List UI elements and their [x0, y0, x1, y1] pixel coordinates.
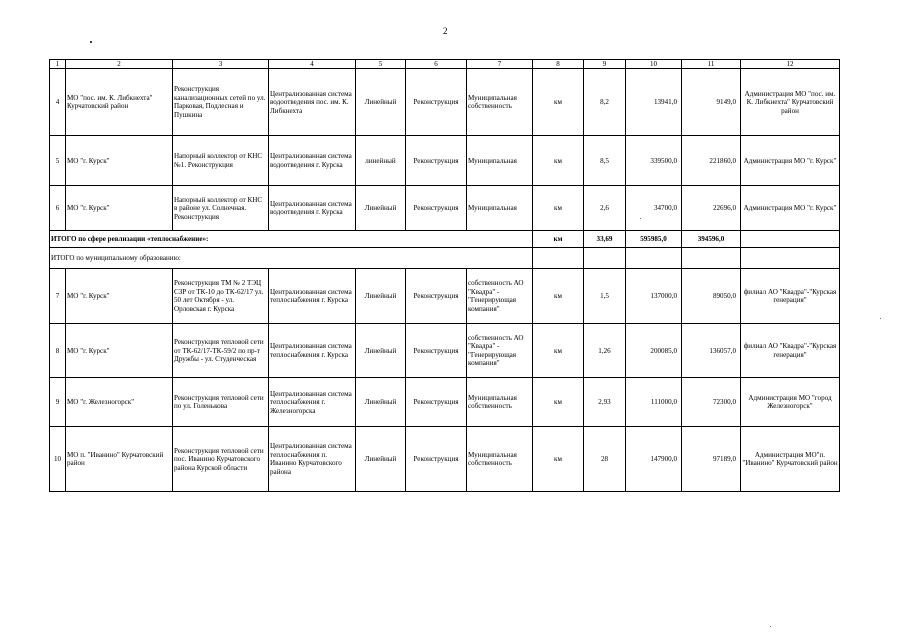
col-header: 5 — [356, 60, 406, 69]
subtotal-label: ИТОГО по муниципальному образованию: — [50, 248, 533, 269]
col-header: 4 — [269, 60, 356, 69]
ownership-cell: Муниципальная собственность — [467, 427, 533, 492]
unit-cell: км — [533, 378, 584, 427]
unit-cell: км — [533, 324, 584, 378]
row-number: 9 — [50, 378, 66, 427]
value-cell: 89050,0 — [682, 269, 741, 324]
value-cell: 147900,0 — [626, 427, 682, 492]
ownership-cell: Муниципальная собственность — [467, 378, 533, 427]
work-cell: Реконструкция — [406, 69, 467, 136]
empty-cell — [626, 248, 682, 269]
row-number: 4 — [50, 69, 66, 136]
value-cell: 221860,0 — [682, 136, 741, 186]
value-cell: 339500,0 — [626, 136, 682, 186]
col-header: 8 — [533, 60, 584, 69]
col-header: 10 — [626, 60, 682, 69]
system-cell: Централизованная система теплоснабжения г. Курска — [269, 324, 356, 378]
municipality-cell: МО "г. Железногорск" — [66, 378, 173, 427]
total-unit: км — [533, 231, 584, 248]
page-number: 2 — [443, 26, 448, 36]
col-header: 11 — [682, 60, 741, 69]
total-value: 394596,0 — [682, 231, 741, 248]
type-cell: Линейный — [356, 269, 406, 324]
scan-dot — [90, 41, 92, 43]
value-cell: 111000,0 — [626, 378, 682, 427]
work-cell: Реконструкция — [406, 269, 467, 324]
subtotal-row — [50, 248, 840, 269]
empty-cell — [584, 248, 626, 269]
value-cell: 97189,0 — [682, 427, 741, 492]
object-cell: Напорный коллектор от КНС в районе ул. Солнечная. Реконструкция — [173, 186, 269, 231]
col-header: 3 — [173, 60, 269, 69]
total-label: ИТОГО по сфере ревлизации «теплоснабжение»: — [50, 231, 533, 248]
value-cell: 13941,0 — [626, 69, 682, 136]
type-cell: Линейный — [356, 427, 406, 492]
total-length: 33,69 — [584, 231, 626, 248]
municipality-cell: МО "г. Курск" — [66, 186, 173, 231]
length-cell: 1,26 — [584, 324, 626, 378]
organization-cell: филиал АО "Квадра"-"Курская генерация" — [741, 324, 840, 378]
system-cell: Централизованная система теплоснабжения п. Иванино Курчатовского района — [269, 427, 356, 492]
row-number: 6 — [50, 186, 66, 231]
col-header: 12 — [741, 60, 840, 69]
type-cell: линейный — [356, 136, 406, 186]
unit-cell: км — [533, 69, 584, 136]
scan-speck — [880, 318, 881, 319]
system-cell: Централизованная система теплоснабжения г. Железногорска — [269, 378, 356, 427]
value-cell: 136057,0 — [682, 324, 741, 378]
system-cell: Централизованная система водоотведения г. Курска — [269, 136, 356, 186]
type-cell: Линейный — [356, 69, 406, 136]
object-cell: Реконструкция ТМ № 2 ТЭЦ СЗР от ТК-10 до ТК-62/17 ул. 50 лет Октября - ул. Орловская г. Курска — [173, 269, 269, 324]
ownership-cell: собственность АО "Квадра" - "Генерирующая компания" — [467, 269, 533, 324]
table-row — [50, 186, 840, 231]
column-number-row — [50, 60, 840, 69]
col-header: 6 — [406, 60, 467, 69]
system-cell: Централизованная система водоотведения г. Курска — [269, 186, 356, 231]
empty-cell — [533, 248, 584, 269]
table-row — [50, 324, 840, 378]
organization-cell: Администрация МО "город Железногорск" — [741, 378, 840, 427]
unit-cell: км — [533, 269, 584, 324]
unit-cell: км — [533, 186, 584, 231]
work-cell: Реконструкция — [406, 324, 467, 378]
length-cell: 2,6 — [584, 186, 626, 231]
work-cell: Реконструкция — [406, 186, 467, 231]
empty-cell — [741, 248, 840, 269]
work-cell: Реконструкция — [406, 378, 467, 427]
unit-cell: км — [533, 427, 584, 492]
col-header: 1 — [50, 60, 66, 69]
type-cell: Линейный — [356, 186, 406, 231]
length-cell: 2,93 — [584, 378, 626, 427]
organization-cell: Администрация МО"п. "Иванино" Курчатовский район — [741, 427, 840, 492]
system-cell: Централизованная система водоотведения пос. им. К. Либкнехта — [269, 69, 356, 136]
object-cell: Реконструкция тепловой сети от ТК-62/17-ТК-59/2 по пр-т Дружбы - ул. Студенческая — [173, 324, 269, 378]
type-cell: Линейный — [356, 378, 406, 427]
value-cell: 9149,0 — [682, 69, 741, 136]
total-value: 595985,0 — [626, 231, 682, 248]
ownership-cell: Муниципальная собственность — [467, 69, 533, 136]
organization-cell: Администрация МО "г. Курск" — [741, 186, 840, 231]
municipality-cell: МО "г. Курск" — [66, 269, 173, 324]
col-header: 2 — [66, 60, 173, 69]
value-cell: 72300,0 — [682, 378, 741, 427]
scan-speck — [770, 626, 771, 627]
value-cell: 22696,0 — [682, 186, 741, 231]
table-row — [50, 427, 840, 492]
organization-cell: филиал АО "Квадра"-"Курская генерация" — [741, 269, 840, 324]
municipality-cell: МО п. "Иванино" Курчатовский район — [66, 427, 173, 492]
organization-cell: Администрация МО "г. Курск" — [741, 136, 840, 186]
value-cell: 34700,0 — [626, 186, 682, 231]
length-cell: 28 — [584, 427, 626, 492]
row-number: 8 — [50, 324, 66, 378]
row-number: 10 — [50, 427, 66, 492]
col-header: 9 — [584, 60, 626, 69]
unit-cell: км — [533, 136, 584, 186]
organization-cell: Администрация МО "пос. им. К. Либкнехта" Курчатовский район — [741, 69, 840, 136]
value-cell: 137000,0 — [626, 269, 682, 324]
work-cell: Реконструкция — [406, 427, 467, 492]
table-row — [50, 69, 840, 136]
empty-cell — [741, 231, 840, 248]
system-cell: Централизованная система теплоснабжения г. Курска — [269, 269, 356, 324]
municipality-cell: МО "пос. им. К. Либкнехта" Курчатовский район — [66, 69, 173, 136]
table-row — [50, 269, 840, 324]
ownership-cell: Муниципальная — [467, 136, 533, 186]
table-row — [50, 136, 840, 186]
object-cell: Реконструкция тепловой сети по ул. Голенькова — [173, 378, 269, 427]
row-number: 7 — [50, 269, 66, 324]
ownership-cell: Муниципальная — [467, 186, 533, 231]
length-cell: 1,5 — [584, 269, 626, 324]
object-cell: Реконструкция тепловой сети пос. Иванино Курчатовского района Курской области — [173, 427, 269, 492]
municipality-cell: МО "г. Курск" — [66, 136, 173, 186]
work-cell: Реконструкция — [406, 136, 467, 186]
length-cell: 8,5 — [584, 136, 626, 186]
municipality-cell: МО "г. Курск" — [66, 324, 173, 378]
row-number: 5 — [50, 136, 66, 186]
table-row — [50, 378, 840, 427]
object-cell: Напорный коллектор от КНС №1. Реконструкция — [173, 136, 269, 186]
col-header: 7 — [467, 60, 533, 69]
value-cell: 200085,0 — [626, 324, 682, 378]
empty-cell — [682, 248, 741, 269]
length-cell: 8,2 — [584, 69, 626, 136]
type-cell: Линейный — [356, 324, 406, 378]
ownership-cell: собственность АО "Квадра" - "Генерирующая компания" — [467, 324, 533, 378]
total-row — [50, 231, 840, 248]
data-table — [49, 59, 840, 492]
object-cell: Реконструкция канализационных сетей по ул. Парковая, Подлесная и Пушкина — [173, 69, 269, 136]
